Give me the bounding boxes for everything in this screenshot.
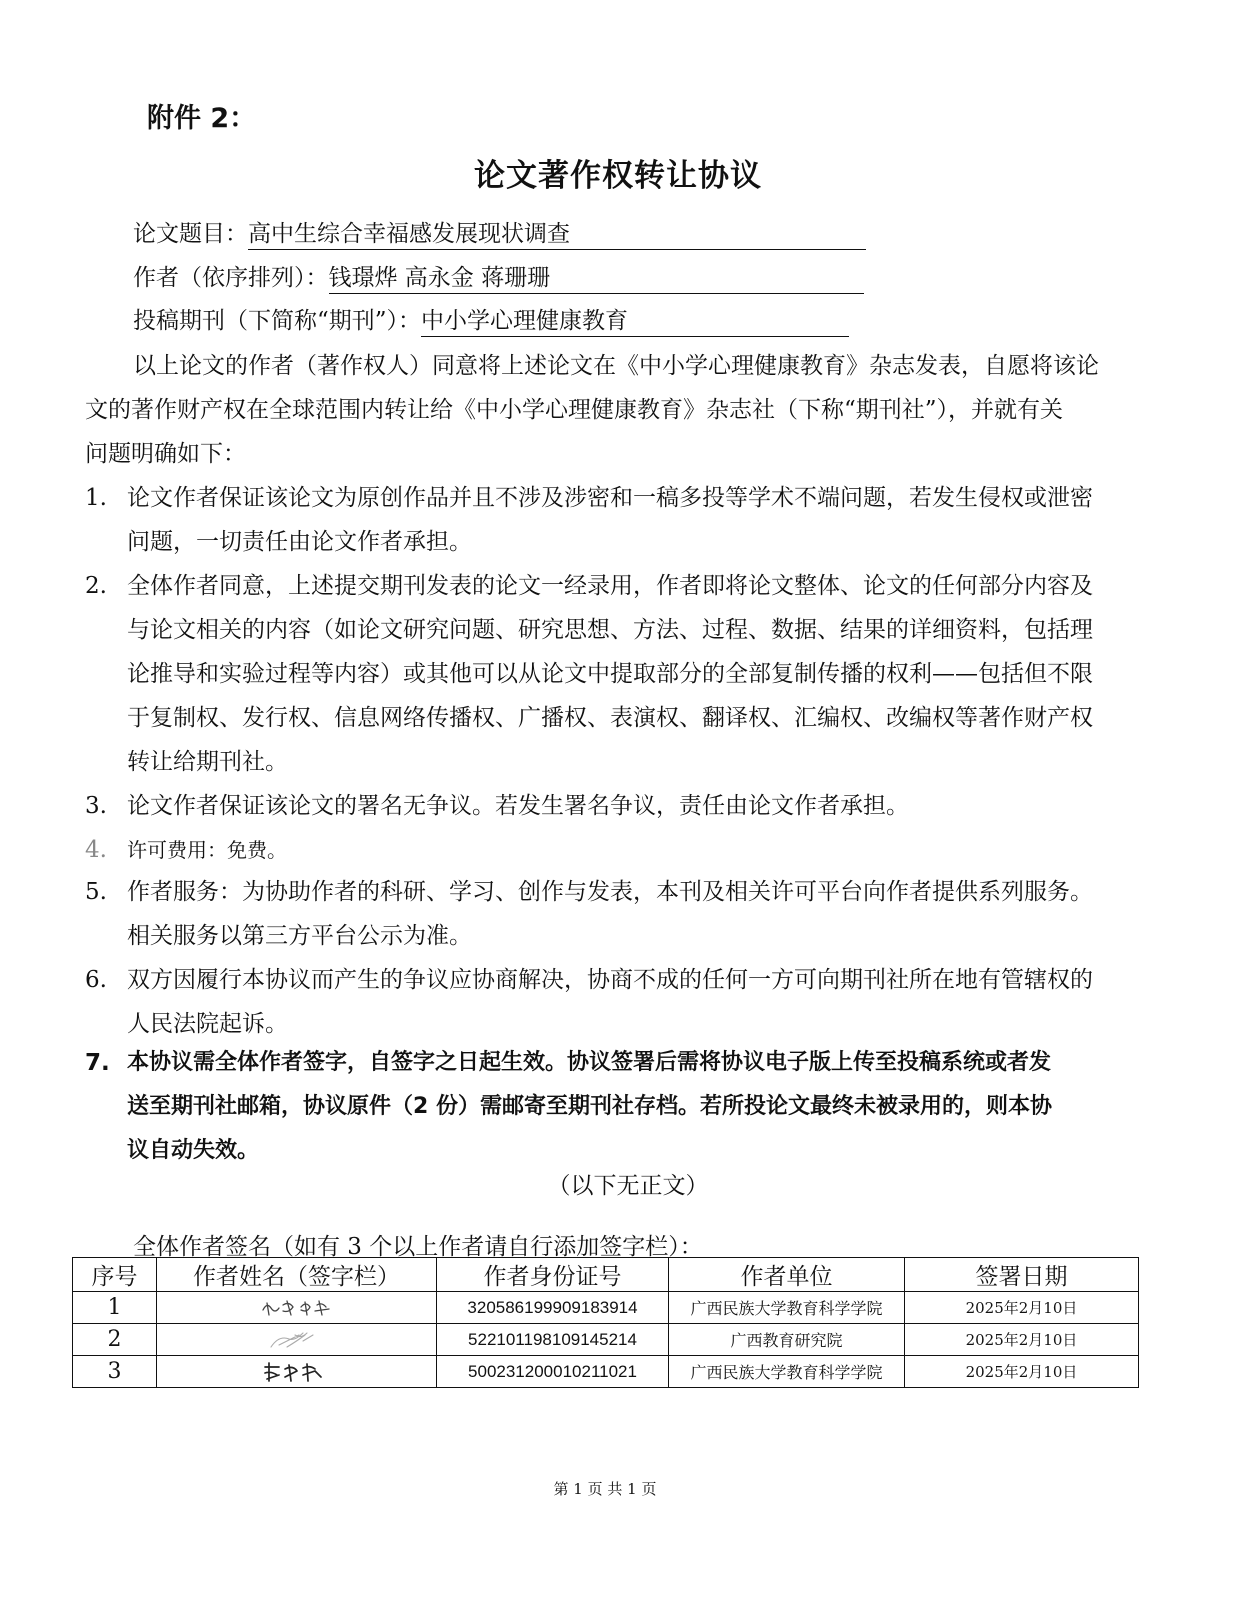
clause-7: [127, 1041, 1133, 1173]
header-id: 作者身份证号: [437, 1258, 669, 1292]
clause-line: 问题，一切责任由论文作者承担。: [127, 529, 472, 555]
id-number: 522101198109145214: [437, 1324, 669, 1356]
clause-1: [127, 476, 1137, 564]
clause-3: [127, 784, 1137, 828]
handwritten-signature-1: [257, 1295, 337, 1321]
clause-line: 议自动失效。: [127, 1138, 260, 1163]
clause-line: 许可费用：免费。: [127, 838, 287, 862]
clause-line: 送至期刊社邮箱，协议原件（2 份）需邮寄至期刊社存档。若所投论文最终未被录用的，则本协: [127, 1094, 1052, 1119]
clause-line: 转让给期刊社。: [127, 749, 288, 775]
clause-number: 4.: [85, 837, 107, 863]
row-number: 3: [73, 1356, 157, 1388]
signature-caption: 全体作者签名（如有 3 个以上作者请自行添加签字栏）：: [133, 1234, 703, 1260]
clause-number: 5.: [85, 879, 107, 905]
intro-paragraph: [85, 344, 1126, 476]
sign-date: 2025年2月10日: [905, 1292, 1139, 1324]
row-number: 1: [73, 1292, 157, 1324]
authors-field: [133, 261, 864, 295]
signature-cell: [157, 1324, 437, 1356]
page-footer: 第 1 页 共 1 页: [553, 1480, 657, 1498]
signature-cell: [157, 1356, 437, 1388]
author-unit: 广西民族大学教育科学学院: [669, 1356, 905, 1388]
clause-5: [127, 870, 1137, 958]
clause-number: 3.: [85, 793, 107, 819]
handwritten-signature-2: [257, 1327, 337, 1353]
clause-line: 双方因履行本协议而产生的争议应协商解决，协商不成的任何一方可向期刊社所在地有管辖权的: [127, 967, 1093, 993]
clause-line: 作者服务：为协助作者的科研、学习、创作与发表，本刊及相关许可平台向作者提供系列服务。: [127, 879, 1093, 905]
header-no: 序号: [73, 1258, 157, 1292]
clause-number: 2.: [85, 573, 107, 599]
clause-line: 相关服务以第三方平台公示为准。: [127, 923, 472, 949]
id-number: 500231200010211021: [437, 1356, 669, 1388]
clause-line: 论文作者保证该论文为原创作品并且不涉及涉密和一稿多投等学术不端问题，若发生侵权或泄密: [127, 485, 1093, 511]
table-header-row: [73, 1258, 1139, 1292]
paper-title-field: [133, 217, 866, 251]
clause-4: [127, 828, 1137, 872]
signature-table: [72, 1257, 1139, 1388]
clause-line: 与论文相关的内容（如论文研究问题、研究思想、方法、过程、数据、结果的详细资料，包括理: [127, 617, 1093, 643]
clause-line: 人民法院起诉。: [127, 1011, 288, 1037]
id-number: 320586199909183914: [437, 1292, 669, 1324]
document-title: 论文著作权转让协议: [474, 158, 762, 194]
clause-number: 7.: [85, 1050, 110, 1076]
clause-number: 1.: [85, 485, 107, 511]
sign-date: 2025年2月10日: [905, 1324, 1139, 1356]
author-unit: 广西民族大学教育科学学院: [669, 1292, 905, 1324]
journal-label: 投稿期刊（下简称“期刊”）：: [133, 308, 422, 334]
authors-label: 作者（依序排列）：: [133, 265, 329, 291]
clause-line: 本协议需全体作者签字，自签字之日起生效。协议签署后需将协议电子版上传至投稿系统或者发: [127, 1050, 1052, 1075]
clause-number: 6.: [85, 967, 107, 993]
authors-value: 钱璟烨 高永金 蒋珊珊: [329, 263, 864, 294]
journal-value: 中小学心理健康教育: [421, 306, 849, 337]
clause-line: 全体作者同意，上述提交期刊发表的论文一经录用，作者即将论文整体、论文的任何部分内容及: [127, 573, 1093, 599]
header-unit: 作者单位: [669, 1258, 905, 1292]
intro-line: 问题明确如下：: [85, 441, 246, 467]
header-date: 签署日期: [905, 1258, 1139, 1292]
clause-2: [127, 564, 1137, 784]
clause-line: 论文作者保证该论文的署名无争议。若发生署名争议，责任由论文作者承担。: [127, 793, 909, 819]
signature-cell: [157, 1292, 437, 1324]
handwritten-signature-3: [257, 1359, 337, 1385]
table-row: [73, 1356, 1139, 1388]
row-number: 2: [73, 1324, 157, 1356]
author-unit: 广西教育研究院: [669, 1324, 905, 1356]
clause-line: 论推导和实验过程等内容）或其他可以从论文中提取部分的全部复制传播的权利——包括但不限: [127, 661, 1093, 687]
end-note: （以下无正文）: [547, 1173, 709, 1199]
sign-date: 2025年2月10日: [905, 1356, 1139, 1388]
intro-line: 文的著作财产权在全球范围内转让给《中小学心理健康教育》杂志社（下称“期刊社”），并就有关: [85, 397, 1064, 423]
paper-title-value: 高中生综合幸福感发展现状调查: [248, 219, 866, 250]
header-name: 作者姓名（签字栏）: [157, 1258, 437, 1292]
clause-line: 于复制权、发行权、信息网络传播权、广播权、表演权、翻译权、汇编权、改编权等著作财产权: [127, 705, 1093, 731]
table-row: [73, 1292, 1139, 1324]
paper-title-label: 论文题目：: [133, 221, 248, 247]
table-row: [73, 1324, 1139, 1356]
intro-line: 以上论文的作者（著作权人）同意将上述论文在《中小学心理健康教育》杂志发表，自愿将该论: [133, 353, 1099, 379]
attachment-label: 附件 2：: [147, 103, 257, 134]
clause-6: [127, 958, 1137, 1046]
journal-field: [133, 304, 849, 338]
